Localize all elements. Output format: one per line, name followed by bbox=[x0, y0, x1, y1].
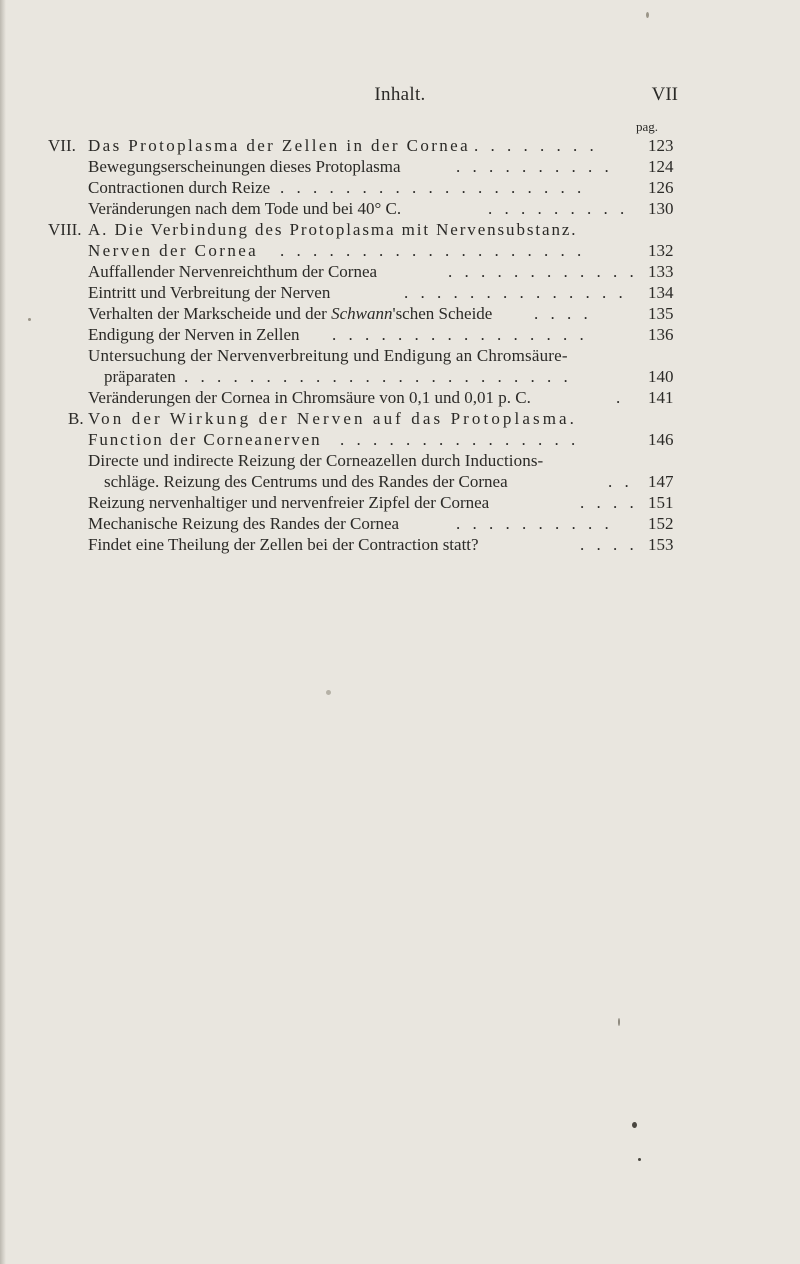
toc-entry bbox=[48, 282, 688, 303]
leader-dots: . . . . . . . . . . bbox=[456, 514, 613, 533]
toc-entry bbox=[48, 366, 688, 387]
toc-entry bbox=[48, 156, 688, 177]
toc-entry bbox=[48, 429, 688, 450]
page-number: 152 bbox=[648, 514, 674, 533]
leader-dots: . . . . . . . . . . . . . . . . bbox=[332, 325, 588, 344]
leader-dots: . . . . . . . . . . . . . . . . . . . . . . . . bbox=[184, 367, 572, 386]
entry-title: Reizung nervenhaltiger und nervenfreier Zipfel der Cornea bbox=[88, 493, 490, 512]
page-number: 132 bbox=[648, 241, 674, 260]
leader-dots: . . . . bbox=[534, 304, 592, 323]
chapter-title: Das Protoplasma der Zellen in der Cornea bbox=[88, 136, 471, 155]
chapter-title: Von der Wirkung der Nerven auf das Protoplasma. bbox=[88, 409, 578, 428]
page-number: 124 bbox=[648, 157, 674, 176]
entry-title-continued: präparaten bbox=[104, 367, 176, 386]
page-header bbox=[0, 84, 800, 108]
toc-entry bbox=[48, 303, 688, 324]
header-page-number: VII bbox=[651, 84, 678, 105]
chapter-title: A. Die Verbindung des Protoplasma mit Nervensubstanz. bbox=[88, 220, 578, 239]
section-letter: B. bbox=[68, 409, 84, 428]
section-title: Function der Corneanerven bbox=[88, 430, 322, 449]
header-title: Inhalt. bbox=[374, 84, 426, 105]
entry-title: Untersuchung der Nervenverbreitung und Endigung an Chromsäure- bbox=[88, 346, 568, 365]
leader-dots: . bbox=[616, 388, 625, 407]
leader-dots: . . . . . . . . . . . . . . . bbox=[340, 430, 580, 449]
toc-entry bbox=[48, 261, 688, 282]
leader-dots: . . . . . . . . . bbox=[488, 199, 629, 218]
table-of-contents bbox=[48, 135, 688, 555]
page-number: 141 bbox=[648, 388, 674, 407]
entry-title-continued: schläge. Reizung des Centrums und des Randes der Cornea bbox=[104, 472, 508, 491]
entry-title-italic: Schwann bbox=[331, 304, 393, 323]
entry-title: Veränderungen nach dem Tode und bei 40° C. bbox=[88, 199, 402, 218]
toc-entry bbox=[48, 177, 688, 198]
toc-entry bbox=[48, 471, 688, 492]
page-number: 136 bbox=[648, 325, 674, 344]
toc-entry bbox=[48, 345, 688, 366]
leader-dots: . . . . . . . . . . . . . . . . . . . bbox=[280, 241, 586, 260]
entry-title-pre: Verhalten der Markscheide und der bbox=[88, 304, 332, 323]
entry-title: Eintritt und Verbreitung der Nerven bbox=[88, 283, 331, 302]
page-number: 130 bbox=[648, 199, 674, 218]
section-title: Nerven der Cornea bbox=[88, 241, 259, 260]
leader-dots: . . bbox=[608, 472, 633, 491]
toc-entry bbox=[48, 324, 688, 345]
entry-title bbox=[88, 303, 492, 324]
page-number: 134 bbox=[648, 283, 674, 302]
toc-entry bbox=[48, 240, 688, 261]
toc-entry bbox=[48, 198, 688, 219]
toc-entry bbox=[48, 387, 688, 408]
leader-dots: . . . . bbox=[580, 493, 638, 512]
toc-entry bbox=[48, 492, 688, 513]
leader-dots: . . . . . . . . . . . . bbox=[448, 262, 638, 281]
entry-title: Findet eine Theilung der Zellen bei der Contraction statt? bbox=[88, 535, 479, 554]
entry-title-post: 'schen Scheide bbox=[392, 304, 493, 323]
page-number: 126 bbox=[648, 178, 674, 197]
entry-title: Auffallender Nervenreichthum der Cornea bbox=[88, 262, 378, 281]
entry-title: Endigung der Nerven in Zellen bbox=[88, 325, 300, 344]
leader-dots: . . . . . . . . bbox=[474, 136, 598, 155]
page-number: 133 bbox=[648, 262, 674, 281]
entry-title: Mechanische Reizung des Randes der Cornea bbox=[88, 514, 400, 533]
pag-label: pag. bbox=[636, 119, 659, 134]
toc-entry bbox=[48, 513, 688, 534]
leader-dots: . . . . . . . . . . bbox=[456, 157, 613, 176]
entry-title: Contractionen durch Reize bbox=[88, 178, 271, 197]
page-number: 147 bbox=[648, 472, 674, 491]
leader-dots: . . . . . . . . . . . . . . . . . . . bbox=[280, 178, 586, 197]
page-number: 151 bbox=[648, 493, 674, 512]
page-edge bbox=[0, 0, 6, 1264]
toc-entry bbox=[48, 219, 688, 240]
toc-entry bbox=[48, 135, 688, 156]
chapter-number: VII. bbox=[48, 136, 76, 155]
page-number: 135 bbox=[648, 304, 674, 323]
page-number: 146 bbox=[648, 430, 674, 449]
toc-entry bbox=[48, 534, 688, 555]
leader-dots: . . . . . . . . . . . . . . bbox=[404, 283, 627, 302]
leader-dots: . . . . bbox=[580, 535, 638, 554]
toc-entry bbox=[48, 450, 688, 471]
chapter-number: VIII. bbox=[48, 220, 82, 239]
toc-entry bbox=[48, 408, 688, 429]
entry-title: Directe und indirecte Reizung der Corneazellen durch Inductions- bbox=[88, 451, 544, 470]
entry-title: Veränderungen der Cornea in Chromsäure von 0,1 und 0,01 p. C. bbox=[88, 388, 531, 407]
page-number: 123 bbox=[648, 136, 674, 155]
page-number: 140 bbox=[648, 367, 674, 386]
entry-title: Bewegungserscheinungen dieses Protoplasma bbox=[88, 157, 401, 176]
page-number: 153 bbox=[648, 535, 674, 554]
